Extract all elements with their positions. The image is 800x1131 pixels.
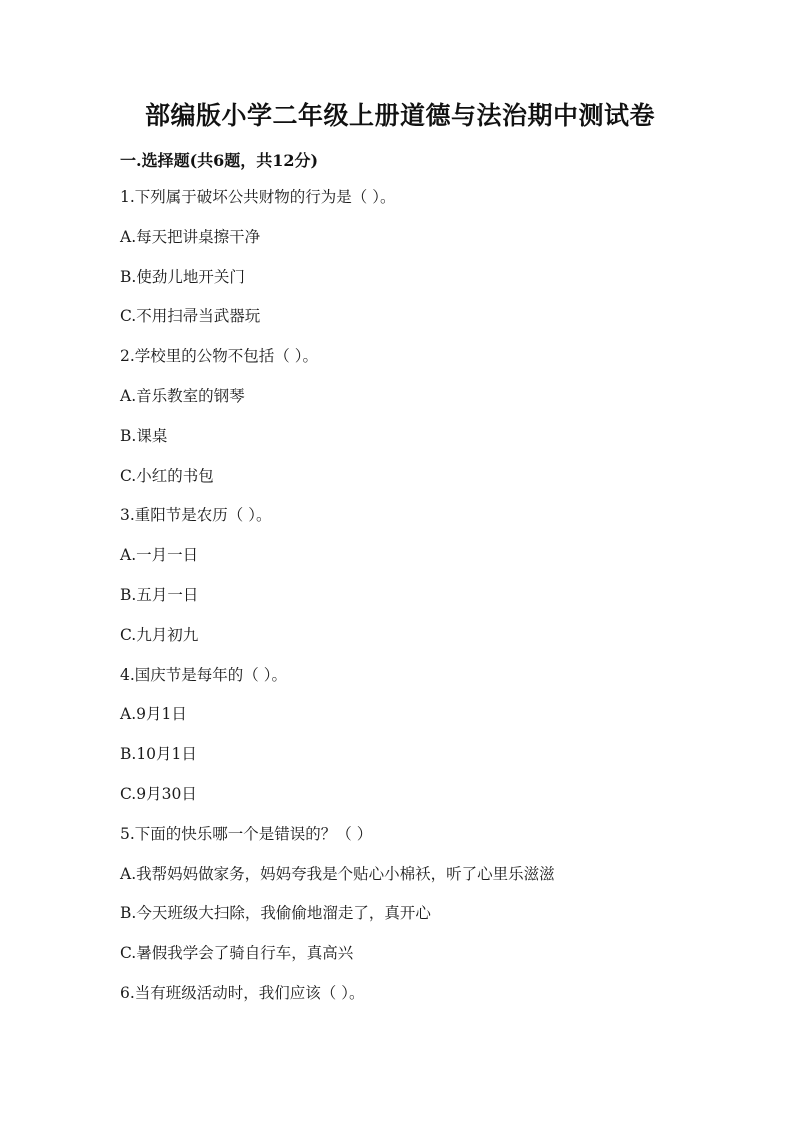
question-4-option-b: B.10月1日 <box>120 745 197 764</box>
question-4-option-a: A.9月1日 <box>120 705 187 724</box>
question-3-option-b: B.五月一日 <box>120 585 199 604</box>
question-3-stem: 3.重阳节是农历（ ）。 <box>120 506 272 525</box>
question-2-option-a: A.音乐教室的钢琴 <box>120 386 245 405</box>
question-4-option-c: C.9月30日 <box>120 784 197 803</box>
question-3-option-c: C.九月初九 <box>120 625 199 644</box>
question-1-option-b: B.使劲儿地开关门 <box>120 267 245 286</box>
question-2-option-b: B.课桌 <box>120 426 168 445</box>
question-list <box>120 186 740 1022</box>
question-1-option-c: C.不用扫帚当武器玩 <box>120 307 261 326</box>
section-heading: 一.选择题(共6题，共12分) <box>120 151 319 170</box>
question-5-option-a: A.我帮妈妈做家务，妈妈夸我是个贴心小棉袄，听了心里乐滋滋 <box>120 864 555 883</box>
question-1-stem: 1.下列属于破坏公共财物的行为是（ ）。 <box>120 188 396 206</box>
question-5-stem: 5.下面的快乐哪一个是错误的？（ ） <box>120 824 373 843</box>
page-title: 部编版小学二年级上册道德与法治期中测试卷 <box>144 101 655 130</box>
question-1-option-a: A.每天把讲桌擦干净 <box>120 227 261 246</box>
question-2-stem: 2.学校里的公物不包括（ ）。 <box>120 347 318 366</box>
question-5-option-b: B.今天班级大扫除，我偷偷地溜走了，真开心 <box>120 904 431 923</box>
question-5-option-c: C.暑假我学会了骑自行车，真高兴 <box>120 944 354 963</box>
question-4-stem: 4.国庆节是每年的（ ）。 <box>120 665 287 684</box>
question-3-option-a: A.一月一日 <box>120 546 199 565</box>
question-6-stem: 6.当有班级活动时，我们应该（ ）。 <box>120 983 365 1002</box>
question-2-option-c: C.小红的书包 <box>120 466 214 485</box>
